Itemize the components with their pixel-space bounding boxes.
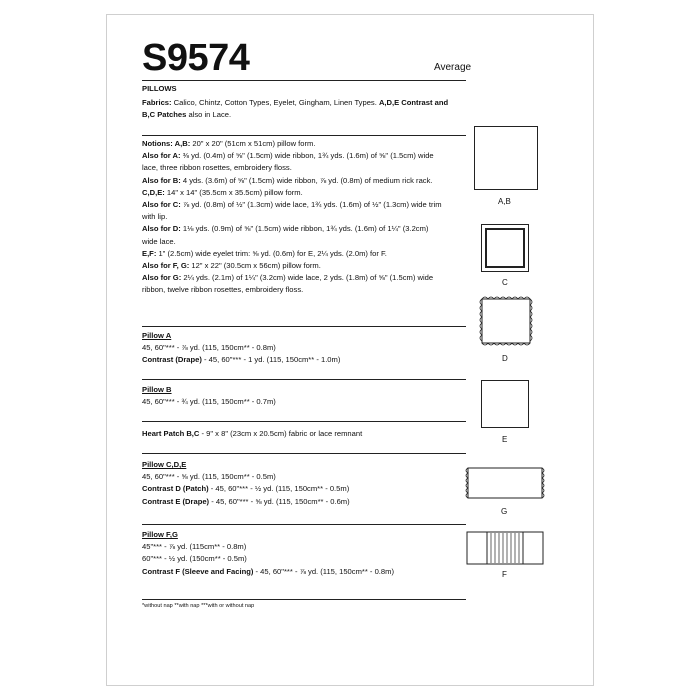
heart-patch-line: Heart Patch B,C - 9" x 8" (23cm x 20.5cm) fabric or lace remnant — [142, 429, 363, 438]
view-ab-label: A,B — [498, 197, 511, 206]
pillow-cde-yardage: 45, 60"*** - ⅝ yd. (115, 150cm** - 0.5m) — [142, 472, 276, 482]
notion-line: E,F: 1" (2.5cm) wide eyelet trim: ⅝ yd. (0.6m) for E, 2¼ yds. (2.0m) for F. — [142, 248, 387, 258]
pillow-fg-heading: Pillow F,G — [142, 530, 178, 539]
notions-block — [142, 138, 466, 297]
notion-line: Also for C: ⅞ yd. (0.8m) of ½" (1.3cm) wide lace, 1¾ yds. (1.6m) of ½" (1.3cm) wide trim — [142, 200, 442, 210]
divider — [142, 524, 466, 525]
nap-footnote: *without nap **with nap ***with or without nap — [142, 603, 255, 609]
pillow-fg-block — [142, 529, 466, 578]
fabrics-contrast: A,D,E Contrast and — [378, 98, 449, 107]
view-d-sketch — [476, 294, 536, 348]
pillow-a-contrast: Contrast (Drape) - 45, 60"*** - 1 yd. (115, 150cm** - 1.0m) — [142, 355, 341, 365]
view-f-sketch — [465, 530, 545, 566]
pillow-fg-yardage-45: 45"*** - ⅞ yd. (115cm** - 0.8m) — [142, 542, 247, 552]
pillow-b-yardage: 45, 60"*** - ¾ yd. (115, 150cm** - 0.7m) — [142, 397, 276, 407]
pillow-b-heading: Pillow B — [142, 385, 172, 394]
fabrics-list: Calico, Chintz, Cotton Types, Eyelet, Gingham, Linen Types. — [171, 98, 379, 107]
notion-line: Also for G: 2¼ yds. (2.1m) of 1¼" (3.2cm) wide lace, 2 yds. (1.8m) of ⅝" (1.5cm) wide — [142, 273, 434, 283]
pillow-cde-heading: Pillow C,D,E — [142, 460, 187, 469]
divider — [142, 421, 466, 422]
fabrics-text — [142, 97, 466, 121]
notion-line: C,D,E: 14" x 14" (35.5cm x 35.5cm) pillow form. — [142, 187, 303, 197]
view-c-sketch — [481, 224, 529, 272]
divider — [142, 135, 466, 136]
view-c-trim — [485, 228, 525, 268]
pillow-cde-block — [142, 459, 466, 508]
fabrics-label: Fabrics: — [142, 98, 172, 107]
pillow-b-block — [142, 384, 466, 408]
notion-line: Also for B: 4 yds. (3.6m) of ⅝" (1.5cm) wide ribbon, ⅞ yd. (0.8m) of medium rick rack. — [142, 175, 433, 185]
notion-line: Also for D: 1⅛ yds. (0.9m) of ⅝" (1.5cm) wide ribbon, 1¾ yds. (1.6m) of 1¼" (3.2cm) — [142, 224, 429, 234]
view-f-label: F — [502, 570, 507, 579]
notion-line: ribbon, twelve ribbon rosettes, embroidery floss. — [142, 285, 304, 295]
view-c-label: C — [502, 278, 508, 287]
pillow-a-heading: Pillow A — [142, 331, 172, 340]
notion-line: wide lace. — [142, 236, 176, 246]
notion-line: with lip. — [142, 212, 168, 222]
view-ab-sketch — [474, 126, 538, 190]
divider — [142, 326, 466, 327]
notion-line: Notions: A,B: 20" x 20" (51cm x 51cm) pillow form. — [142, 139, 316, 148]
pattern-number: S9574 — [142, 37, 250, 79]
pillow-cde-contrast-e: Contrast E (Drape) - 45, 60"*** - ⅝ yd. (115, 150cm** - 0.6m) — [142, 496, 350, 506]
view-d-label: D — [502, 354, 508, 363]
view-g-label: G — [501, 507, 508, 516]
pillow-fg-yardage-60: 60"*** - ½ yd. (150cm** - 0.5m) — [142, 554, 247, 564]
divider — [142, 80, 466, 81]
pillow-cde-contrast-d: Contrast D (Patch) - 45, 60"*** - ½ yd. (115, 150cm** - 0.5m) — [142, 484, 350, 494]
fabrics-patches: B,C Patches — [142, 110, 187, 120]
notion-line: lace, three ribbon rosettes, embroidery floss. — [142, 163, 292, 173]
fabrics-lace: also in Lace. — [186, 110, 232, 120]
divider — [142, 599, 466, 600]
view-e-sketch — [481, 380, 529, 428]
section-title: PILLOWS — [142, 84, 177, 93]
notion-line: Also for A: ⅜ yd. (0.4m) of ⅝" (1.5cm) wide ribbon, 1¾ yds. (1.6m) of ⅝" (1.5cm) wide — [142, 151, 434, 161]
divider — [142, 379, 466, 380]
size-label: Average — [434, 62, 472, 73]
pillow-a-block — [142, 330, 466, 367]
view-e-label: E — [502, 435, 508, 444]
view-g-sketch — [462, 464, 548, 502]
pillow-fg-contrast-f: Contrast F (Sleeve and Facing) - 45, 60"*** - ⅞ yd. (115, 150cm** - 0.8m) — [142, 566, 394, 576]
pillow-a-yardage: 45, 60"*** - ⅞ yd. (115, 150cm** - 0.8m) — [142, 343, 276, 353]
divider — [142, 453, 466, 454]
notion-line: Also for F, G: 12" x 22" (30.5cm x 56cm) pillow form. — [142, 261, 321, 271]
